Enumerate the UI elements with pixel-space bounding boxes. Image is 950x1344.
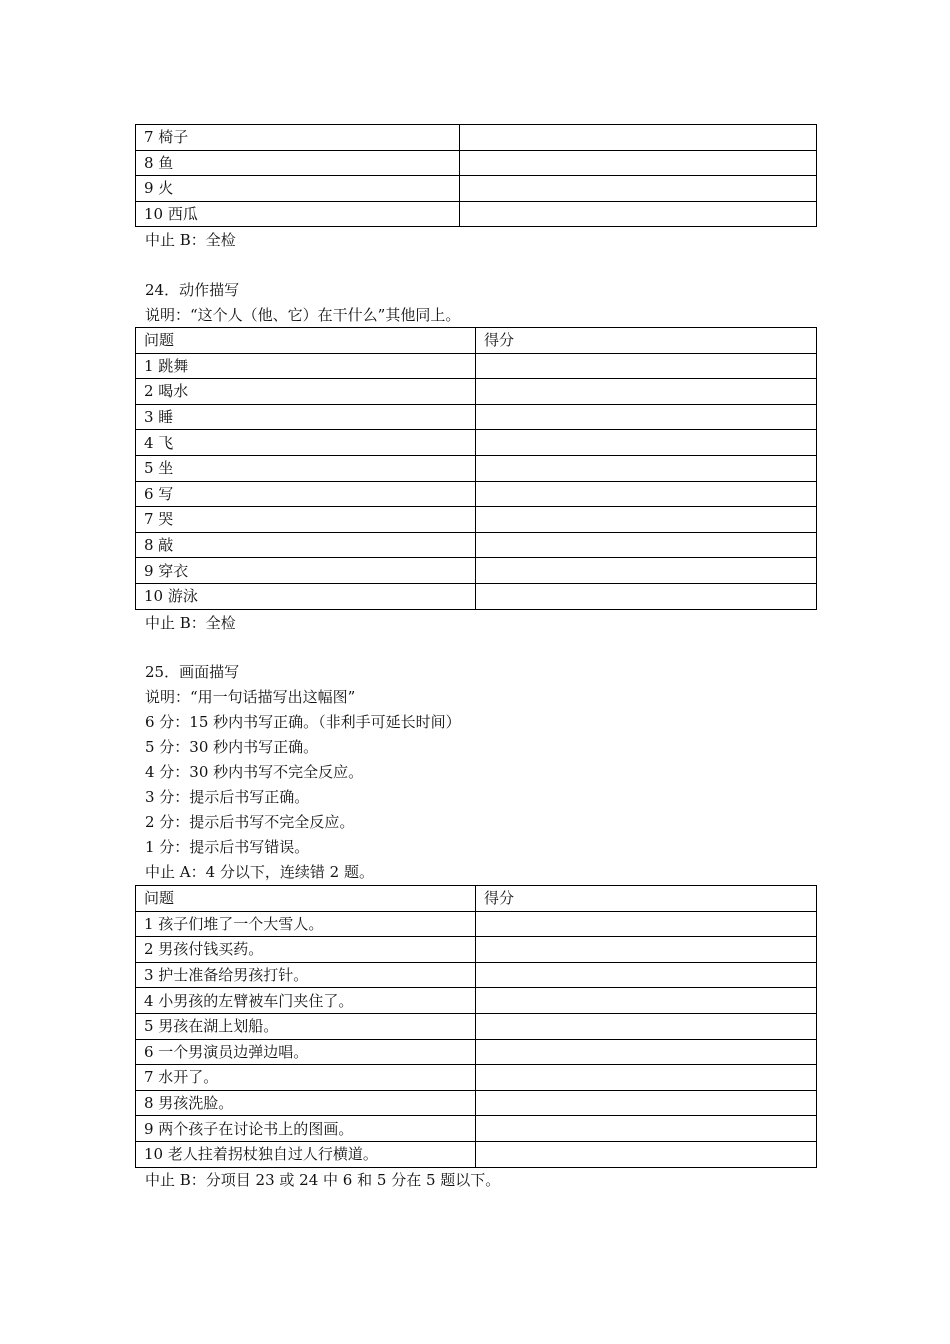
item-cell: 7 水开了。: [136, 1065, 476, 1091]
score-cell[interactable]: [476, 988, 817, 1014]
score-cell[interactable]: [476, 353, 817, 379]
score-cell[interactable]: [476, 507, 817, 533]
score-cell[interactable]: [476, 430, 817, 456]
header-score: 得分: [476, 886, 817, 912]
item-cell: 1 孩子们堆了一个大雪人。: [136, 911, 476, 937]
item-cell: 8 男孩洗脸。: [136, 1090, 476, 1116]
item-cell: 6 写: [136, 481, 476, 507]
header-question: 问题: [136, 886, 476, 912]
table-row: [136, 1141, 817, 1167]
item-cell: 9 火: [136, 176, 460, 202]
section23-stop-b: 中止 B：全检: [145, 231, 236, 249]
score-cell[interactable]: [476, 1141, 817, 1167]
table-header-row: [136, 886, 817, 912]
section25-table: [135, 885, 817, 1168]
section23-table: [135, 124, 817, 227]
item-cell: 9 两个孩子在讨论书上的图画。: [136, 1116, 476, 1142]
table-row: [136, 988, 817, 1014]
score-cell[interactable]: [476, 1013, 817, 1039]
table-row: [136, 1013, 817, 1039]
table-row: [136, 430, 817, 456]
scoring-rule: 4 分：30 秒内书写不完全反应。: [145, 763, 364, 781]
table-row: [136, 558, 817, 584]
item-cell: 4 小男孩的左臂被车门夹住了。: [136, 988, 476, 1014]
item-cell: 5 坐: [136, 455, 476, 481]
table-row: [136, 481, 817, 507]
table-row: [136, 911, 817, 937]
item-cell: 10 西瓜: [136, 201, 460, 227]
item-cell: 8 鱼: [136, 150, 460, 176]
section24-table: [135, 327, 817, 610]
table-row: [136, 150, 817, 176]
table-row: [136, 379, 817, 405]
table-header-row: [136, 328, 817, 354]
score-cell[interactable]: [476, 1116, 817, 1142]
table-row: [136, 125, 817, 151]
item-cell: 6 一个男演员边弹边唱。: [136, 1039, 476, 1065]
table-row: [136, 1065, 817, 1091]
table-row: [136, 201, 817, 227]
table-row: [136, 962, 817, 988]
score-cell[interactable]: [460, 150, 817, 176]
item-cell: 4 飞: [136, 430, 476, 456]
score-cell[interactable]: [460, 125, 817, 151]
table-row: [136, 532, 817, 558]
item-cell: 9 穿衣: [136, 558, 476, 584]
section24-stop-b: 中止 B：全检: [145, 614, 236, 632]
table-row: [136, 1090, 817, 1116]
score-cell[interactable]: [476, 379, 817, 405]
table-row: [136, 404, 817, 430]
table-row: [136, 1039, 817, 1065]
score-cell[interactable]: [476, 455, 817, 481]
score-cell[interactable]: [476, 962, 817, 988]
item-cell: 7 哭: [136, 507, 476, 533]
item-cell: 10 游泳: [136, 583, 476, 609]
score-cell[interactable]: [476, 937, 817, 963]
scoring-rule: 6 分：15 秒内书写正确。（非利手可延长时间）: [145, 713, 461, 731]
section25-stop-b: 中止 B：分项目 23 或 24 中 6 和 5 分在 5 题以下。: [145, 1171, 501, 1189]
score-cell[interactable]: [476, 558, 817, 584]
item-cell: 2 喝水: [136, 379, 476, 405]
score-cell[interactable]: [476, 1039, 817, 1065]
scoring-rule: 1 分：提示后书写错误。: [145, 838, 310, 856]
table-row: [136, 176, 817, 202]
item-cell: 2 男孩付钱买药。: [136, 937, 476, 963]
item-cell: 10 老人拄着拐杖独自过人行横道。: [136, 1141, 476, 1167]
score-cell[interactable]: [476, 583, 817, 609]
score-cell[interactable]: [476, 481, 817, 507]
section24-note: 说明：“这个人（他、它）在干什么”其他同上。: [145, 306, 461, 324]
table-row: [136, 1116, 817, 1142]
section25-stop-a: 中止 A：4 分以下，连续错 2 题。: [145, 863, 374, 881]
score-cell[interactable]: [476, 1090, 817, 1116]
score-cell[interactable]: [460, 201, 817, 227]
table-row: [136, 583, 817, 609]
table-row: [136, 507, 817, 533]
table-row: [136, 937, 817, 963]
section24-title: 24．动作描写: [145, 281, 240, 299]
score-cell[interactable]: [476, 532, 817, 558]
scoring-rule: 2 分：提示后书写不完全反应。: [145, 813, 355, 831]
item-cell: 3 护士准备给男孩打针。: [136, 962, 476, 988]
item-cell: 3 睡: [136, 404, 476, 430]
score-cell[interactable]: [476, 404, 817, 430]
score-cell[interactable]: [476, 1065, 817, 1091]
item-cell: 8 敲: [136, 532, 476, 558]
item-cell: 1 跳舞: [136, 353, 476, 379]
score-cell[interactable]: [476, 911, 817, 937]
item-cell: 5 男孩在湖上划船。: [136, 1013, 476, 1039]
section25-title: 25．画面描写: [145, 663, 240, 681]
scoring-rule: 5 分：30 秒内书写正确。: [145, 738, 319, 756]
item-cell: 7 椅子: [136, 125, 460, 151]
table-row: [136, 353, 817, 379]
scoring-rule: 3 分：提示后书写正确。: [145, 788, 310, 806]
section25-note: 说明：“用一句话描写出这幅图”: [145, 688, 356, 706]
header-score: 得分: [476, 328, 817, 354]
header-question: 问题: [136, 328, 476, 354]
table-row: [136, 455, 817, 481]
score-cell[interactable]: [460, 176, 817, 202]
